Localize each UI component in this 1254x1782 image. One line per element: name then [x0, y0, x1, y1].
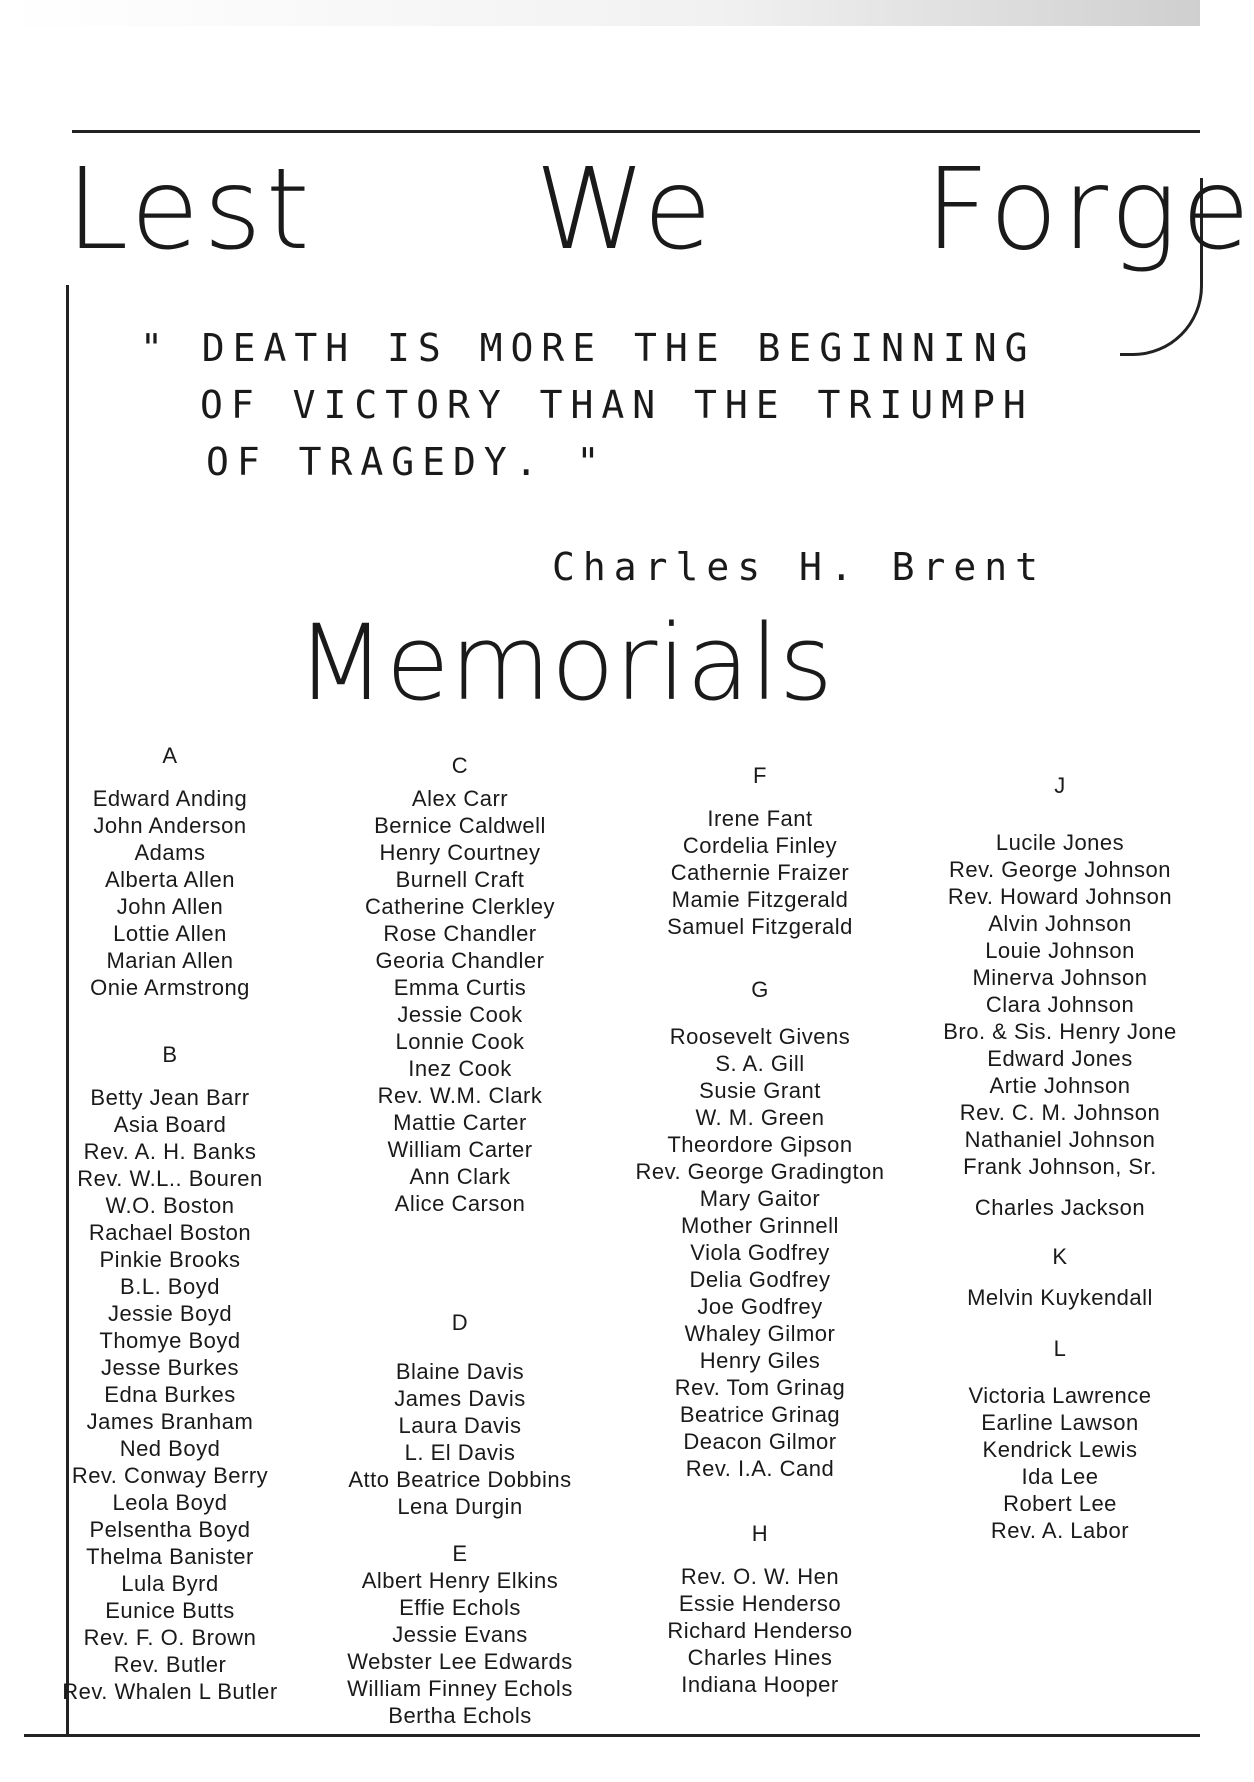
memorial-name: Atto Beatrice Dobbins	[348, 1467, 572, 1492]
memorial-name: Adams	[134, 840, 206, 865]
banner-word-3: Forge	[925, 145, 1254, 275]
memorial-name: Minerva Johnson	[972, 965, 1148, 990]
memorial-name: Bertha Echols	[388, 1703, 532, 1728]
memorial-name: Lucile Jones	[995, 830, 1125, 855]
spacer	[290, 1336, 630, 1358]
memorial-name: Pelsentha Boyd	[89, 1517, 251, 1542]
spacer	[920, 1270, 1200, 1284]
memorial-name: Deacon Gilmor	[683, 1429, 837, 1454]
memorial-name: Robert Lee	[1003, 1491, 1117, 1516]
bottom-border-line	[24, 1734, 1200, 1737]
memorial-name: Mamie Fitzgerald	[671, 887, 849, 912]
memorial-name: Asia Board	[113, 1112, 227, 1137]
banner-title	[0, 135, 1254, 285]
memorial-name: Thomye Boyd	[99, 1328, 241, 1353]
memorial-name: Onie Armstrong	[90, 975, 250, 1000]
memorial-name: Charles Jackson	[974, 1195, 1146, 1220]
memorial-name: William Finney Echols	[347, 1676, 573, 1701]
section-letter: L	[1053, 1336, 1067, 1361]
spacer	[920, 1311, 1200, 1335]
memorial-name: Henry Giles	[699, 1348, 821, 1373]
memorial-name: Betty Jean Barr	[90, 1085, 250, 1110]
spacer	[920, 799, 1200, 829]
memorial-name: Richard Henderso	[667, 1618, 853, 1643]
memorial-name: Rev. A. H. Banks	[83, 1139, 257, 1164]
memorial-name: Rev. I.A. Cand	[685, 1456, 835, 1481]
memorial-name: Delia Godfrey	[689, 1267, 831, 1292]
memorial-name: Albert Henry Elkins	[361, 1568, 559, 1593]
memorial-name: Edward Jones	[987, 1046, 1133, 1071]
memorial-name: Cordelia Finley	[682, 833, 838, 858]
names-column-1	[20, 742, 320, 1705]
banner-word-2: We	[535, 145, 717, 275]
memorial-name: Clara Johnson	[985, 992, 1135, 1017]
spacer	[920, 1180, 1200, 1194]
memorial-name: Effie Echols	[399, 1595, 521, 1620]
memorial-name: Blaine Davis	[395, 1359, 525, 1384]
memorial-name: Emma Curtis	[393, 975, 527, 1000]
memorial-name: Joe Godfrey	[697, 1294, 823, 1319]
section-letter: C	[451, 753, 469, 778]
memorial-name: Frank Johnson, Sr.	[963, 1154, 1157, 1179]
section-letter: E	[452, 1541, 468, 1566]
spacer	[590, 1003, 930, 1023]
names-column-3	[590, 762, 930, 1698]
spacer	[590, 940, 930, 976]
memorial-name: Laura Davis	[398, 1413, 522, 1438]
memorial-name: Bro. & Sis. Henry Jone	[943, 1019, 1177, 1044]
memorial-name: Lena Durgin	[397, 1494, 523, 1519]
quote-line-1: " DEATH IS MORE THE BEGINNING	[140, 326, 1036, 370]
memorial-name: Lula Byrd	[121, 1571, 219, 1596]
memorial-name: Whaley Gilmor	[684, 1321, 836, 1346]
memorial-name: John Anderson	[93, 813, 247, 838]
memorial-name: Ida Lee	[1021, 1464, 1099, 1489]
memorial-name: Pinkie Brooks	[99, 1247, 241, 1272]
memorial-name: Nathaniel Johnson	[964, 1127, 1156, 1152]
memorial-name: Jesse Burkes	[100, 1355, 240, 1380]
memorial-name: Rev. George Johnson	[949, 857, 1171, 882]
quote-block	[140, 320, 1160, 491]
scan-shadow	[0, 0, 1200, 26]
memorial-name: Louie Johnson	[985, 938, 1135, 963]
spacer	[920, 1362, 1200, 1382]
memorial-name: Rev. W.L.. Bouren	[77, 1166, 263, 1191]
memorial-name: Samuel Fitzgerald	[667, 914, 853, 939]
quote-line-3: OF TRAGEDY. "	[206, 440, 608, 484]
banner-word-1: Lest	[66, 145, 314, 275]
spacer	[290, 1217, 630, 1309]
memorial-name: Indiana Hooper	[681, 1672, 839, 1697]
memorial-name: Rev. Whalen L Butler	[62, 1679, 278, 1704]
memorial-name: Victoria Lawrence	[968, 1383, 1152, 1408]
memorial-name: Alvin Johnson	[988, 911, 1132, 936]
memorial-name: Edna Burkes	[104, 1382, 236, 1407]
memorial-name: Rev. W.M. Clark	[377, 1083, 543, 1108]
memorial-name: Inez Cook	[408, 1056, 512, 1081]
spacer	[20, 1001, 320, 1041]
memorial-name: Beatrice Grinag	[679, 1402, 841, 1427]
section-letter: G	[751, 977, 769, 1002]
memorial-name: Rev. Conway Berry	[71, 1463, 269, 1488]
memorial-name: W. M. Green	[695, 1105, 825, 1130]
section-letter: B	[162, 1042, 178, 1067]
memorial-name: Webster Lee Edwards	[347, 1649, 573, 1674]
page-heading: Memorials	[296, 602, 834, 724]
memorial-name: Rose Chandler	[383, 921, 537, 946]
memorial-name: Leola Boyd	[112, 1490, 228, 1515]
spacer	[920, 1221, 1200, 1243]
memorial-name: Roosevelt Givens	[669, 1024, 851, 1049]
section-letter: J	[1054, 773, 1066, 798]
section-letter: H	[751, 1521, 769, 1546]
section-letter: D	[451, 1310, 469, 1335]
memorial-name: Artie Johnson	[989, 1073, 1131, 1098]
spacer	[20, 1068, 320, 1084]
spacer	[290, 1520, 630, 1540]
section-letter: K	[1052, 1244, 1068, 1269]
spacer	[590, 1547, 930, 1563]
memorial-name: Susie Grant	[699, 1078, 821, 1103]
memorial-name: Jessie Cook	[397, 1002, 523, 1027]
memorial-name: John Allen	[116, 894, 224, 919]
memorial-name: Rev. George Gradington	[635, 1159, 885, 1184]
memorial-name: Rev. Butler	[113, 1652, 227, 1677]
memorial-name: Rev. Tom Grinag	[674, 1375, 846, 1400]
memorial-name: Jessie Evans	[392, 1622, 528, 1647]
memorial-name: Viola Godfrey	[690, 1240, 830, 1265]
memorial-name: Essie Henderso	[678, 1591, 842, 1616]
memorial-name: Georia Chandler	[375, 948, 545, 973]
memorial-name: Alice Carson	[394, 1191, 526, 1216]
memorial-name: Ned Boyd	[119, 1436, 221, 1461]
memorial-name: Edward Anding	[92, 786, 248, 811]
names-column-2	[290, 752, 630, 1729]
memorial-name: William Carter	[387, 1137, 533, 1162]
quote-author: Charles H. Brent	[552, 545, 1047, 589]
memorial-name: Melvin Kuykendall	[967, 1285, 1153, 1310]
memorial-name: Bernice Caldwell	[374, 813, 546, 838]
memorial-name: Ann Clark	[409, 1164, 511, 1189]
memorial-name: S. A. Gill	[715, 1051, 805, 1076]
memorial-name: Burnell Craft	[395, 867, 525, 892]
memorial-name: Mother Grinnell	[681, 1213, 839, 1238]
memorial-name: Rev. F. O. Brown	[83, 1625, 257, 1650]
names-column-4	[920, 772, 1200, 1544]
memorial-name: Jessie Boyd	[107, 1301, 233, 1326]
memorial-name: Kendrick Lewis	[982, 1437, 1138, 1462]
memorial-name: Earline Lawson	[981, 1410, 1139, 1435]
memorial-name: Alex Carr	[411, 786, 509, 811]
memorial-name: Mattie Carter	[393, 1110, 527, 1135]
memorial-name: Rev. A. Labor	[990, 1518, 1130, 1543]
memorial-name: James Davis	[394, 1386, 526, 1411]
section-letter: A	[162, 743, 178, 768]
memorial-name: James Branham	[86, 1409, 254, 1434]
memorial-name: B.L. Boyd	[120, 1274, 220, 1299]
memorial-name: Rachael Boston	[88, 1220, 252, 1245]
memorial-name: Cathernie Fraizer	[670, 860, 850, 885]
spacer	[590, 789, 930, 805]
spacer	[20, 769, 320, 785]
memorial-name: Charles Hines	[687, 1645, 833, 1670]
memorial-name: Rev. C. M. Johnson	[959, 1100, 1161, 1125]
memorial-name: Eunice Butts	[105, 1598, 235, 1623]
memorial-name: Mary Gaitor	[699, 1186, 821, 1211]
memorial-name: Rev. Howard Johnson	[947, 884, 1173, 909]
memorial-name: Irene Fant	[707, 806, 813, 831]
memorial-name: Lottie Allen	[113, 921, 227, 946]
spacer	[590, 1482, 930, 1520]
memorial-name: W.O. Boston	[105, 1193, 235, 1218]
memorial-name: Marian Allen	[106, 948, 234, 973]
memorial-name: Lonnie Cook	[395, 1029, 525, 1054]
memorial-name: Henry Courtney	[379, 840, 541, 865]
memorial-name: Catherine Clerkley	[365, 894, 555, 919]
quote-line-2: OF VICTORY THAN THE TRIUMPH	[200, 383, 1034, 427]
top-border-line	[72, 130, 1200, 133]
memorial-name: Thelma Banister	[86, 1544, 254, 1569]
memorial-name: Alberta Allen	[104, 867, 236, 892]
memorial-name: Theordore Gipson	[667, 1132, 853, 1157]
memorial-name: Rev. O. W. Hen	[680, 1564, 840, 1589]
section-letter: F	[753, 763, 767, 788]
memorial-name: L. El Davis	[404, 1440, 516, 1465]
